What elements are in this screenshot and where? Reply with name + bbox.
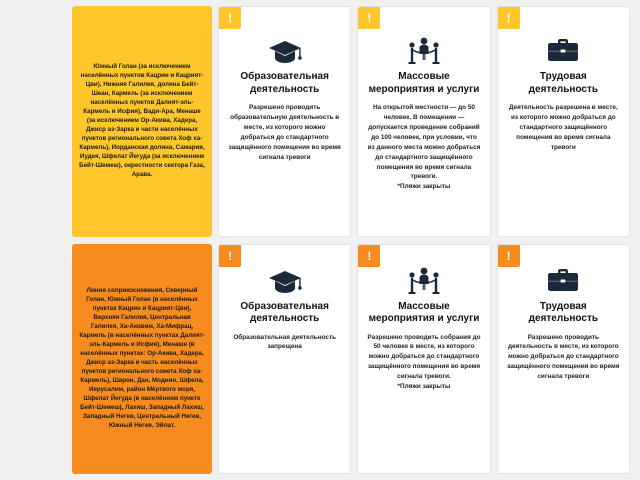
alert-badge-label: ! — [228, 248, 232, 263]
card-title: Трудовая деятельность — [528, 300, 598, 324]
alert-badge-label: ! — [367, 11, 372, 25]
alert-badge-yellow — [498, 7, 520, 29]
card-title: Массовые мероприятия и услуги — [368, 71, 480, 95]
card-title: Массовые мероприятия и услуги — [368, 300, 480, 324]
card-work-orange — [497, 244, 630, 475]
card-gatherings-orange — [357, 244, 490, 475]
zone-list-orange — [72, 244, 212, 475]
crowd-gathering-icon — [402, 31, 446, 65]
alert-badge-orange — [358, 245, 380, 267]
card-body: Образовательная деятельность запрещена — [233, 333, 336, 351]
card-education-orange — [218, 244, 351, 475]
alert-badge-label: ! — [506, 248, 511, 263]
briefcase-icon — [546, 265, 580, 295]
alert-badge-label: ! — [228, 11, 232, 25]
alert-badge-label: ! — [506, 11, 511, 25]
briefcase-icon — [546, 31, 580, 65]
alert-badge-orange — [498, 245, 520, 267]
card-title: Образовательная деятельность — [240, 71, 329, 95]
guidelines-row-yellow — [4, 6, 636, 237]
card-title: Трудовая деятельность — [528, 71, 598, 95]
guidelines-row-orange — [4, 244, 636, 475]
card-body: Деятельность разрешена в месте, из которого можно добраться до стандартного защищённого помещения во время сигнала тревоги — [508, 104, 618, 151]
card-title: Образовательная деятельность — [240, 300, 329, 324]
zone-list-yellow-text: Южный Голан (за исключением населённых пунктов Кацрин и Кацрият-Цви), Нижняя Галилея, долина Бейт-Шеан, Кармель (за исключением населённых пунктов Далият-эль-Кармель и Исфия), Вади-Ара, Менаше (за исключением Ор-Акива, Хадера, Джиср аз-Зарка и части населённых пунктов регионального совета Хоф ха-Кармель), Иорданская долина, Самария, Иудея, Шфелат Йегуда (за исключением Бейт-Шемеш), окрестности сектора Газа, Арава. — [79, 62, 205, 178]
zone-list-yellow — [72, 6, 212, 237]
card-body: Разрешено проводить собрания до 50 человек в месте, из которого можно добраться до стандартного защищённого помещения во время сигнала тревоги. — [367, 333, 481, 381]
alert-badge-yellow — [219, 7, 241, 29]
crowd-gathering-icon — [402, 265, 446, 295]
card-body: На открытой местности — до 50 человек. В помещении — допускается проведение собраний до 100 человек, при условии, что из данного места можно добраться до стандартного защищённого помещения во время сигнала тревоги. — [367, 104, 481, 181]
card-work-yellow — [497, 6, 630, 237]
card-education-yellow — [218, 6, 351, 237]
card-body: Разрешено проводить образовательную деятельность в месте, из которого можно добраться до стандартного защищённого помещения во время сигнала тревоги — [228, 104, 341, 161]
graduation-cap-icon — [268, 31, 302, 65]
card-note: *Пляжи закрыты — [397, 183, 451, 191]
card-gatherings-yellow — [357, 6, 490, 237]
card-body: Разрешено проводить деятельность в месте, из которого можно добраться до стандартного защищённого помещения во время сигнала тревоги — [507, 333, 620, 381]
alert-badge-orange — [219, 245, 241, 267]
card-note: *Пляжи закрыты — [397, 383, 451, 391]
zone-list-orange-text: Линия соприкосновения, Северный Голан, Южный Голан (в населённых пунктах Кацрин и Кацрият-Цви), Верхняя Галилея, Центральная Галилея, Ха-Акивим, Ха-Мифрац, Кармель (в населённых пунктах Далият-эль-Кармель и Исфия), Менаше (в населённых пунктах: Ор-Акива, Хадера, Джиср аз-Зарка и часть населённых пунктов регионального совета Хоф ха-Кармель), Шарон, Дан, Модиин, Шфела, Иерусалим, район Мёртвого моря, Шфелат Йегуда (в населённом пункте Бейт-Шемеш), Лахиш, Западный Лахиш, Западный Негев, Центральный Негев, Южный Негев, Эйлат. — [79, 286, 205, 429]
alert-badge-label: ! — [367, 248, 372, 263]
graduation-cap-icon — [268, 265, 302, 295]
alert-badge-yellow — [358, 7, 380, 29]
